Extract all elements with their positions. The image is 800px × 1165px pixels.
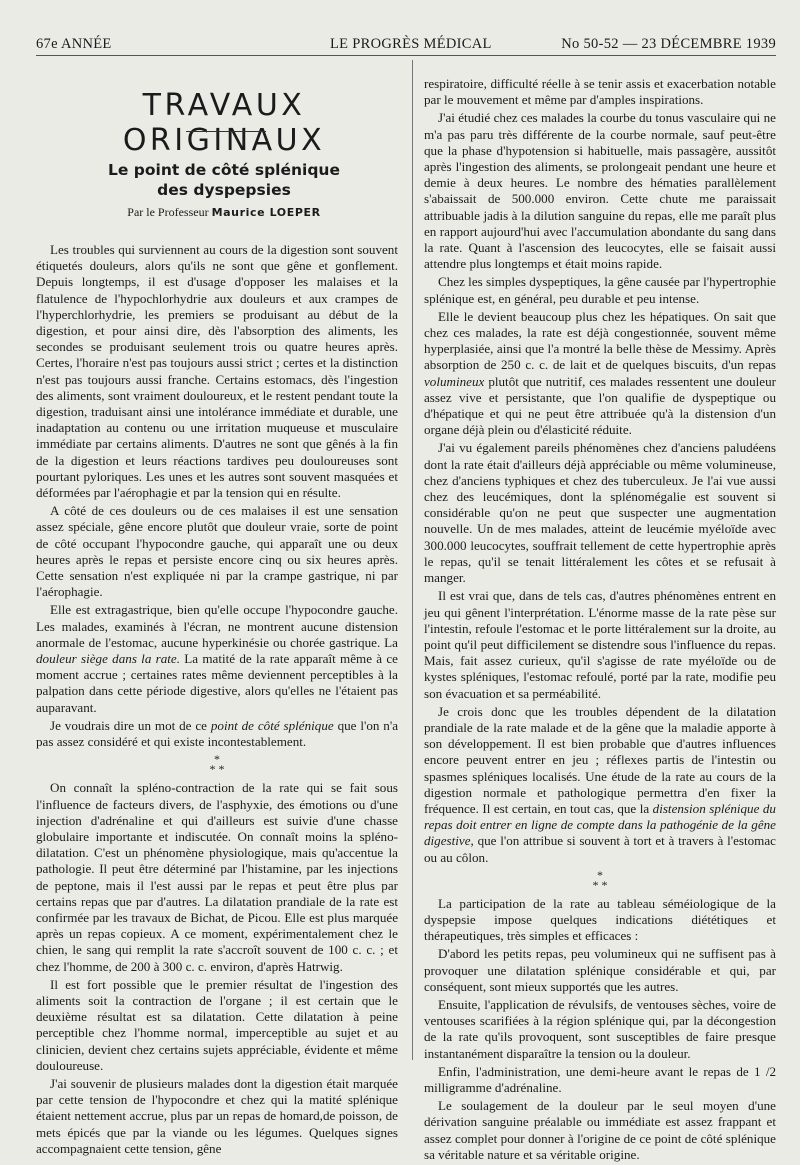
paragraph: J'ai étudié chez ces malades la courbe du tonus vasculaire qui ne m'a pas paru très différente de la courbe normale, sauf peut-être que la phase d'hypotension si habituelle, mais passagère, aussitôt après l'ingestion des aliments, se prolongeait pendant une heure et demie à deux heures. Le nombre des hématies parallèlement s'abaissait de 500.000 environ. Cette chute me paraissait attribuable jadis à la dilution sanguine du repas, elle me paraît plus en rapport aujourd'hui avec l'accumulation abondante du sang dans la rate. Quant à l'ascension des leucocytes, elle se faisait aussi attendre plus longtemps et était moins rapide. <box>424 110 776 272</box>
section-separator-stars <box>424 867 776 892</box>
article-title <box>60 160 388 200</box>
star-top: * <box>214 752 220 767</box>
paragraph-text: Elle est extragastrique, bien qu'elle occupe l'hypocondre gauche. Les malades, examinés à l'écran, ne montrent aucune distension anormale de l'estomac, aucune hyperkinésie ou chorée gastrique. La <box>36 602 398 650</box>
paragraph <box>36 602 398 715</box>
paragraph: J'ai souvenir de plusieurs malades dont la digestion était marquée par cette tension de l'hypocondre et chez qui la matité splénique étaient nettement accrue, plus par un repas de homard,de poisson, de mets épicés que par la viande ou les légumes. Quelques signes accompagnaient cette tension, gêne <box>36 1075 398 1156</box>
paragraph: J'ai vu également pareils phénomènes chez d'anciens paludéens dont la rate était d'ailleurs déjà appréciable ou même volumineuse, chez d'anciens typhiques et chez des tuberculeux. Je l'ai vue aussi chez des leucémiques, dont la splénomégalie est souvent si considérable qu'on ne peut que suspecter une augmentation nouvelle. Un de mes malades, atteint de leucémie myéloïde avec 300.000 leucocytes, souffrait tellement de cette hypertrophie après le repas, qu'il se tenait littéralement les côtes et se refusait à manger. <box>424 440 776 586</box>
article-title-line-2: des dyspepsies <box>157 181 291 199</box>
header-year: 67e ANNÉE <box>36 36 112 52</box>
paragraph: Les troubles qui surviennent au cours de la digestion sont souvent étiquetés douleurs, alors qu'ils ne sont que gêne et gonflement. Depuis longtemps, il est d'usage d'opposer les malaises et la flatulence de l'hypochlorhydrie aux douleurs et aux crampes de l'hyperchlorhydrie, les premiers se produisant au début de la digestion, et pour ainsi dire, dès l'absorption des aliments, les secondes se produisant seulement trois ou quatre heures après. Certes, l'horaire n'est pas toujours aussi strict ; certes et la distinction n'est pas toujours aussi franche. Certains estomacs, dès l'ingestion des aliments, sont vraiment douloureux, et le restent pendant toute la digestion, traduisant ainsi une intolérance immédiate et durable, une inadaptation au contenu ou une irritation muqueuse et musculaire immédiate par certains aliments. D'autres ne sont que gênés à la fin de la digestion et leurs réactions tardives peu douloureuses sont pourtant pyloriques. Les unes et les autres sont souvent masquées et déformées par l'aérophagie et par la tension qui en résulte. <box>36 242 398 501</box>
paragraph: Chez les simples dyspeptiques, la gêne causée par l'hypertrophie splénique est, en général, peu durable et peu intense. <box>424 274 776 306</box>
section-title-rule <box>186 131 266 132</box>
article-title-line-1: Le point de côté splénique <box>108 161 340 179</box>
paragraph: La participation de la rate au tableau séméiologique de la dyspepsie impose quelques indications diététiques et thérapeutiques, très simples et efficaces : <box>424 895 776 944</box>
paragraph-emphasis: volumineux <box>424 373 485 389</box>
paragraph <box>36 718 398 750</box>
paragraph: A côté de ces douleurs ou de ces malaises il est une sensation assez spéciale, gêne encore plutôt que douleur vraie, sorte de point de côté occupant l'hypocondre gauche, qui apparaît une ou deux heures après le repas et persiste encore cinq ou six heures après. Cette sensation n'est expliquée ni par la crampe gastrique, ni par l'aérophagie. <box>36 503 398 600</box>
paragraph: respiratoire, difficulté réelle à se tenir assis et exacerbation notable par le mouvement et même par d'amples inspirations. <box>424 76 776 108</box>
star-bottom: * * <box>592 877 608 892</box>
header-rule <box>36 55 776 56</box>
paragraph-text: plutôt que nutritif, ces malades ressentent une douleur assez vive et persistante, que l'on qualifie de dyspeptique ou d'hépatique et qui ne peut être attribuée qu'à la distension d'un organe déjà plein ou d'élasticité réduite. <box>424 373 777 438</box>
star-bottom: * * <box>209 762 225 777</box>
paragraph-emphasis: point de côté splénique <box>210 717 334 733</box>
paragraph-text: Elle le devient beaucoup plus chez les hépatiques. On sait que chez ces malades, la rate est déjà congestionnée, souvent même hyperplasiée, ainsi que l'a montré la belle thèse de Messimy. Après absorption de 250 c. c. de lait et de quelques biscuits, d'un repas <box>424 308 776 373</box>
paragraph-emphasis: distension splénique du repas doit entrer en ligne de compte dans la pathogénie de la gêne digestive, <box>424 800 776 849</box>
left-column <box>36 242 398 1159</box>
paragraph: Enfin, l'administration, une demi-heure avant le repas de 1 /2 milligramme d'adrénaline. <box>424 1063 776 1095</box>
paragraph-text: que l'on attribue si souvent à tort et à travers à l'estomac ou au côlon. <box>424 833 776 865</box>
section-title: TRAVAUX ORIGINAUX <box>122 88 326 158</box>
paragraph <box>424 704 776 866</box>
column-divider <box>412 60 413 1060</box>
paragraph: On connaît la spléno-contraction de la rate qui se fait sous l'influence de facteurs divers, de l'asphyxie, des émotions ou d'une injection d'adrénaline et qui d'ailleurs est suivie d'une chasse globulaire importante et indiscutée. On connaît moins la spléno-dilatation. C'est un phénomène physiologique, mais qu'accentue la pathologie. Il peut être déterminé par l'histamine, par les injections de peptone, mais il l'est aussi par le repas et peut être plus par certains repas que par d'autres. La dilatation prandiale de la rate est confirmée par les travaux de Bichat, de Picou. Elle est plus marquée après un repas copieux. A ce moment, expérimentalement chez le chien, le sang qui remplit la rate s'accroît souvent de 100 c. c. ; et chez l'homme, de 200 à 300 c. c. environ, d'après Hatrwig. <box>36 780 398 974</box>
byline-author: Maurice LOEPER <box>211 206 321 219</box>
paragraph: D'abord les petits repas, peu volumineux qui ne suffisent pas à provoquer une dilatation splénique considérable et qui, par conséquent, sont mieux supportés que les autres. <box>424 946 776 994</box>
byline-prefix: Par le Professeur <box>127 205 209 219</box>
paragraph: Il est fort possible que le premier résultat de l'ingestion des aliments soit la contraction de l'organe ; il est certain que le deuxième résultat est sa dilatation. Cette dilatation à peine perceptible chez l'homme normal, imperceptible au sujet et au clinicien, devient chez certains sujets appréciable, évidente et même douloureuse. <box>36 976 398 1073</box>
section-separator-stars <box>36 752 398 777</box>
paragraph: Il est vrai que, dans de tels cas, d'autres phénomènes entrent en jeu qui gênent l'interprétation. L'énorme masse de la rate pèse sur l'intestin, refoule l'estomac et le porte littéralement sur la droite, au point qu'il peut difficilement se distendre sous l'influence du repas. Mais, fait assez curieux, qu'il s'agisse de rate myéloïde ou de kystes spléniques, l'estomac refoulé, porté par la rate, modifie peu son évacuation et sa perméabilité. <box>424 588 776 701</box>
star-top: * <box>597 867 603 882</box>
paragraph: Ensuite, l'application de révulsifs, de ventouses sèches, voire de ventouses scarifiées à la région splénique qui, par la décongestion de la rate qu'ils provoquent, sont susceptibles de faire presque instantanément disparaître la tension ou la douleur. <box>424 996 776 1061</box>
paragraph-text: Je crois donc que les troubles dépendent de la dilatation prandiale de la rate malade et de la gêne que la maladie apporte à son développement. Il est bien probable que d'autres influences encore peuvent entrer en jeu ; réflexes partis de l'intestin ou spasmes spléniques localisés. Une étude de la rate au cours de la digestion normale et pathologique permettra d'en fixer la fréquence. Il est certain, en tout cas, que la <box>424 703 776 816</box>
right-column <box>424 76 776 1165</box>
paragraph: Le soulagement de la douleur par le seul moyen d'une dérivation sanguine préalable ou immédiate est assez frappant et assez complet pour donner à l'origine de ce point de côté splénique sa véritable nature et sa véritable origine. <box>424 1098 776 1162</box>
article-byline <box>60 205 388 220</box>
paragraph-text: La matité de la rate apparaît même à ce moment accrue ; certaines rates même deviennent perceptibles à la palpation dans cette période digestive, alors qu'elles ne l'étaient pas auparavant. <box>36 651 398 715</box>
paragraph-text: Je voudrais dire un mot de ce <box>50 717 207 733</box>
running-header <box>36 36 776 56</box>
paragraph <box>424 309 776 439</box>
header-journal-name: LE PROGRÈS MÉDICAL <box>330 36 492 52</box>
header-issue-date: No 50-52 — 23 DÉCEMBRE 1939 <box>561 36 776 52</box>
paragraph-text: que l'on n'a pas assez considéré et qui existe incontestablement. <box>36 717 399 750</box>
paragraph-emphasis: douleur siège dans la rate. <box>36 651 180 667</box>
